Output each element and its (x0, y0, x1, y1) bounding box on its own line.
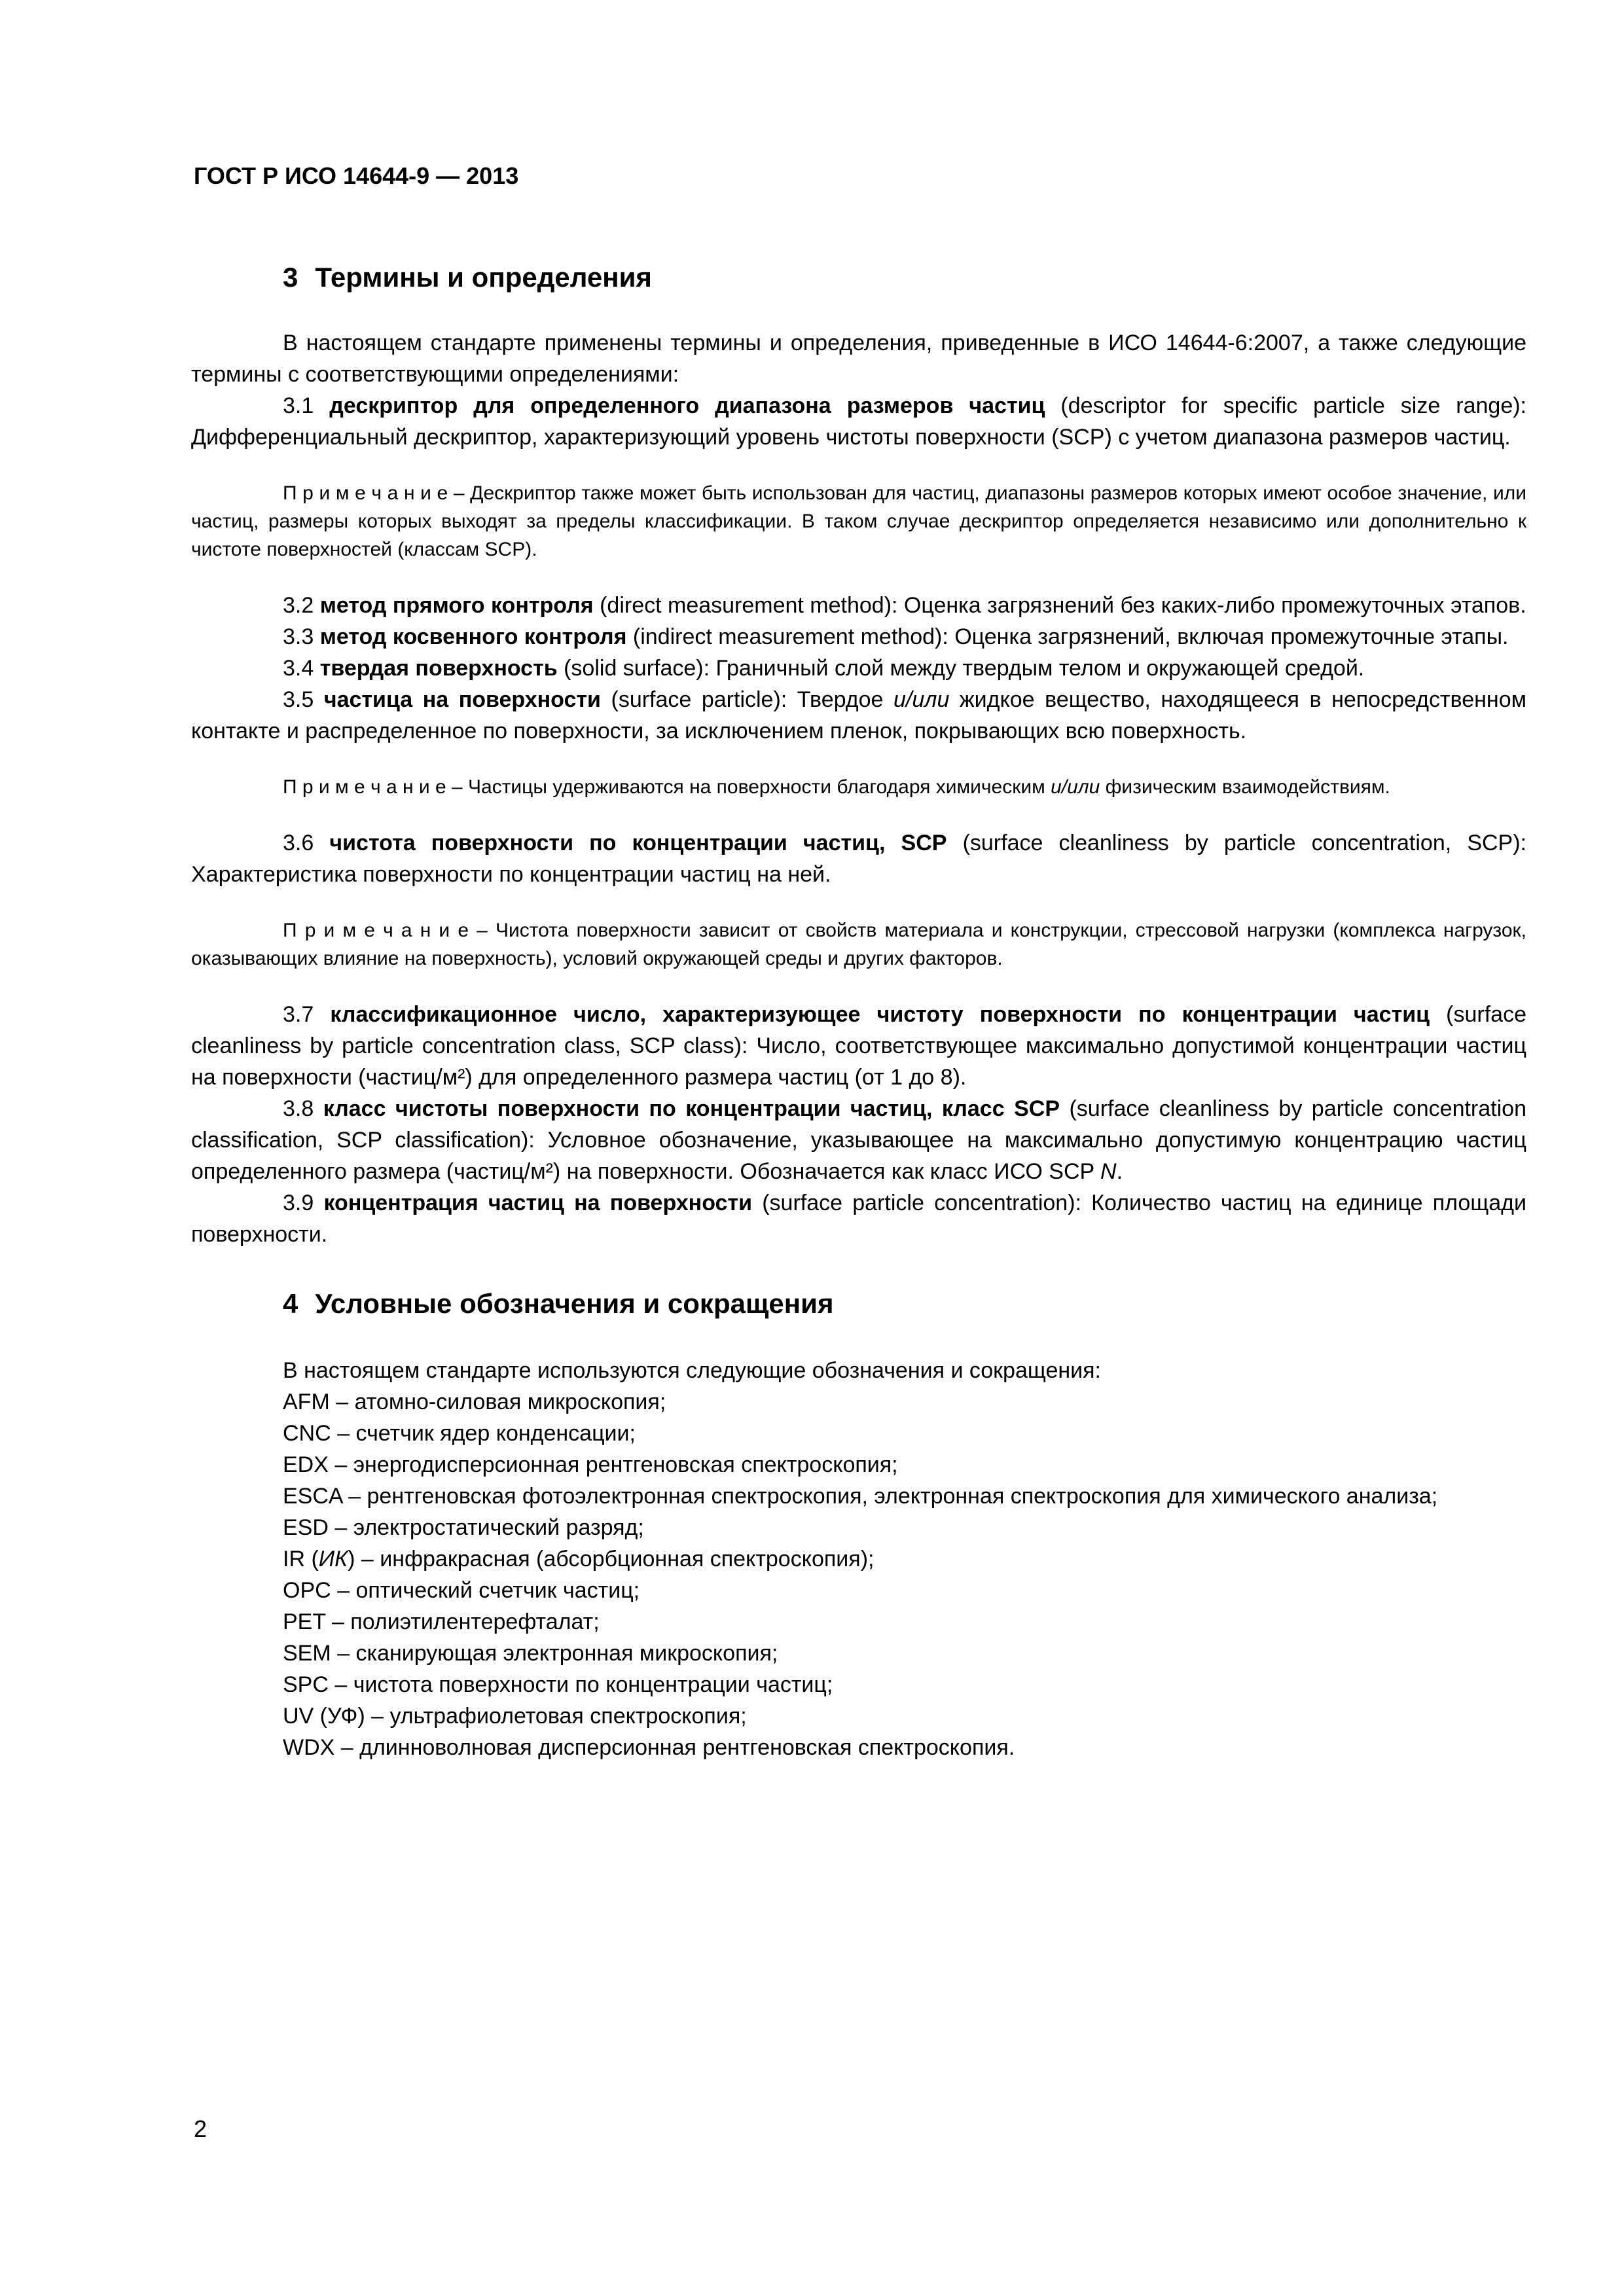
section-3-title (283, 260, 1526, 295)
section-4-content-abbr-9 (191, 1638, 1526, 1669)
text-run: PET – полиэтилентерефталат; (283, 1609, 600, 1634)
text-run: WDX – длинноволновая дисперсионная рентгеновская спектроскопия. (283, 1735, 1015, 1760)
text-run: (descriptor for specific particle size range): Дифференциальный дескриптор, характеризующий уровень чистоты поверхности (SCP) с учетом диапазона размеров частиц. (191, 393, 1527, 450)
section-3-title-text: Термины и определения (315, 262, 652, 293)
section-4-title-text: Условные обозначения и сокращения (315, 1288, 834, 1319)
section-3-content-body-11 (191, 1093, 1526, 1187)
text-run: (surface cleanliness by particle concentration, SCP): Характеристика поверхности по концентрации частиц на ней. (191, 831, 1527, 887)
text-run: метод косвенного контроля (319, 624, 627, 649)
text-run: 3.4 (283, 656, 320, 681)
text-run: AFM – атомно-силовая микроскопия; (283, 1390, 666, 1414)
page-number: 2 (194, 2115, 208, 2142)
text-run: класс чистоты поверхности по концентрации частиц, класс SCP (323, 1096, 1060, 1121)
text-run: П р и м е ч а н и е – Чистота поверхности зависит от свойств материала и конструкции, стрессовой нагрузки (комплекса нагрузок, оказывающих влияние на поверхность), условий окружающей среды и других факторов. (191, 920, 1526, 969)
text-run: (solid surface): Граничный слой между твердым телом и окружающей средой. (557, 656, 1365, 681)
text-run: (direct measurement method): Оценка загрязнений без каких-либо промежуточных этапов. (593, 593, 1526, 618)
section-3-content (191, 327, 1526, 1250)
text-run: ) – инфракрасная (абсорбционная спектроскопия); (348, 1547, 875, 1571)
text-run: ESD – электростатический разряд; (283, 1515, 644, 1540)
text-run: концентрация частиц на поверхности (323, 1191, 752, 1215)
text-run: метод прямого контроля (319, 593, 594, 618)
section-3-content-note-9 (191, 916, 1526, 973)
section-3-content-body-0 (191, 327, 1526, 390)
text-run: (surface cleanliness by particle concentration class, SCP class): Число, соответствующее максимально допустимой концентрации частиц на поверхности (частиц/м²) для определенного размера частиц (от 1 до 8). (191, 1002, 1526, 1090)
section-3-content-body-4 (191, 621, 1526, 653)
text-run: N (1100, 1159, 1117, 1184)
section-3-content-note-2 (191, 479, 1526, 564)
text-run: IR ( (283, 1547, 319, 1571)
section-4-content-body-0 (191, 1355, 1526, 1386)
text-run: 3.7 (283, 1002, 331, 1027)
text-run: ESCA – рентгеновская фотоэлектронная спектроскопия, электронная спектроскопия для химического анализа; (283, 1484, 1438, 1509)
section-4-content-abbr-7 (191, 1575, 1526, 1606)
text-run: В настоящем стандарте применены термины и определения, приведенные в ИСО 14644-6:2007, а также следующие термины с соответствующими определениями: (191, 331, 1526, 387)
text-run: (surface particle): Твердое (600, 687, 893, 712)
text-run: и/или (893, 687, 950, 712)
text-run: частица на поверхности (323, 687, 601, 712)
section-4-content (191, 1355, 1526, 1763)
running-header: ГОСТ Р ИСО 14644-9 — 2013 (194, 162, 519, 189)
text-run: твердая поверхность (319, 656, 558, 681)
text-run: 3.3 (283, 624, 320, 649)
text-run: EDX – энергодисперсионная рентгеновская спектроскопия; (283, 1452, 898, 1477)
section-4-content-abbr-2 (191, 1418, 1526, 1449)
text-run: В настоящем стандарте используются следующие обозначения и сокращения: (283, 1358, 1101, 1383)
text-run: (surface particle concentration): Количество частиц на единице площади поверхности. (191, 1191, 1526, 1247)
text-run: . (1116, 1159, 1123, 1184)
text-run: классификационное число, характеризующее чистоту поверхности по концентрации частиц (330, 1002, 1430, 1027)
section-4-number: 4 (283, 1288, 298, 1319)
section-4-title (283, 1287, 1526, 1321)
text-run: 3.9 (283, 1191, 324, 1215)
text-run: дескриптор для определенного диапазона размеров частиц (329, 393, 1045, 418)
text-run: 3.1 (283, 393, 330, 418)
section-3-content-body-6 (191, 684, 1526, 747)
section-4-content-abbr-8 (191, 1606, 1526, 1638)
text-run: CNC – счетчик ядер конденсации; (283, 1421, 636, 1446)
text-run: 3.8 (283, 1096, 323, 1121)
document-body (191, 260, 1526, 1763)
text-run: 3.6 (283, 831, 330, 855)
text-run: (surface cleanliness by particle concentration classification, SCP classification): Условное обозначение, указывающее на максимально допустимую концентрацию частиц определенного размера (частиц/м²) на поверхности. Обозначается как класс ИСО SCP (191, 1096, 1526, 1184)
section-4-content-abbr-12 (191, 1732, 1526, 1763)
section-4-content-abbr-3 (191, 1449, 1526, 1480)
text-run: жидкое вещество, находящееся в непосредственном контакте и распределенное по поверхности, за исключением пленок, покрывающих всю поверхность. (191, 687, 1526, 744)
section-3-content-body-8 (191, 827, 1526, 890)
text-run: OPC – оптический счетчик частиц; (283, 1578, 640, 1603)
section-4-content-abbr-4 (191, 1480, 1526, 1512)
section-4-content-abbr-5 (191, 1512, 1526, 1543)
section-3-content-note-7 (191, 773, 1526, 801)
text-run: (indirect measurement method): Оценка загрязнений, включая промежуточные этапы. (626, 624, 1509, 649)
text-run: физическим взаимодействиям. (1100, 776, 1390, 798)
section-3-content-body-3 (191, 590, 1526, 621)
section-4-content-abbr-10 (191, 1669, 1526, 1700)
text-run: ИК (318, 1547, 348, 1571)
section-4-content-abbr-11 (191, 1700, 1526, 1732)
section-4-content-abbr-6 (191, 1543, 1526, 1575)
section-3-number: 3 (283, 262, 298, 293)
section-4-content-abbr-1 (191, 1386, 1526, 1418)
text-run: П р и м е ч а н и е – Дескриптор также может быть использован для частиц, диапазоны размеров которых имеют особое значение, или частиц, размеры которых выходят за пределы классификации. В таком случае дескриптор определяется независимо или дополнительно к чистоте поверхностей (классам SCP). (191, 482, 1526, 560)
text-run: чистота поверхности по концентрации частиц, SCP (329, 831, 947, 855)
section-3-content-body-1 (191, 390, 1526, 453)
text-run: П р и м е ч а н и е – Частицы удерживаются на поверхности благодаря химическим (283, 776, 1051, 798)
section-3-content-body-5 (191, 653, 1526, 684)
text-run: и/или (1051, 776, 1100, 798)
text-run: 3.5 (283, 687, 324, 712)
section-3-content-body-12 (191, 1187, 1526, 1250)
text-run: SEM – сканирующая электронная микроскопия; (283, 1641, 778, 1666)
text-run: UV (УФ) – ультрафиолетовая спектроскопия; (283, 1704, 747, 1729)
text-run: 3.2 (283, 593, 320, 618)
section-3-content-body-10 (191, 999, 1526, 1093)
text-run: SPC – чистота поверхности по концентрации частиц; (283, 1672, 833, 1697)
